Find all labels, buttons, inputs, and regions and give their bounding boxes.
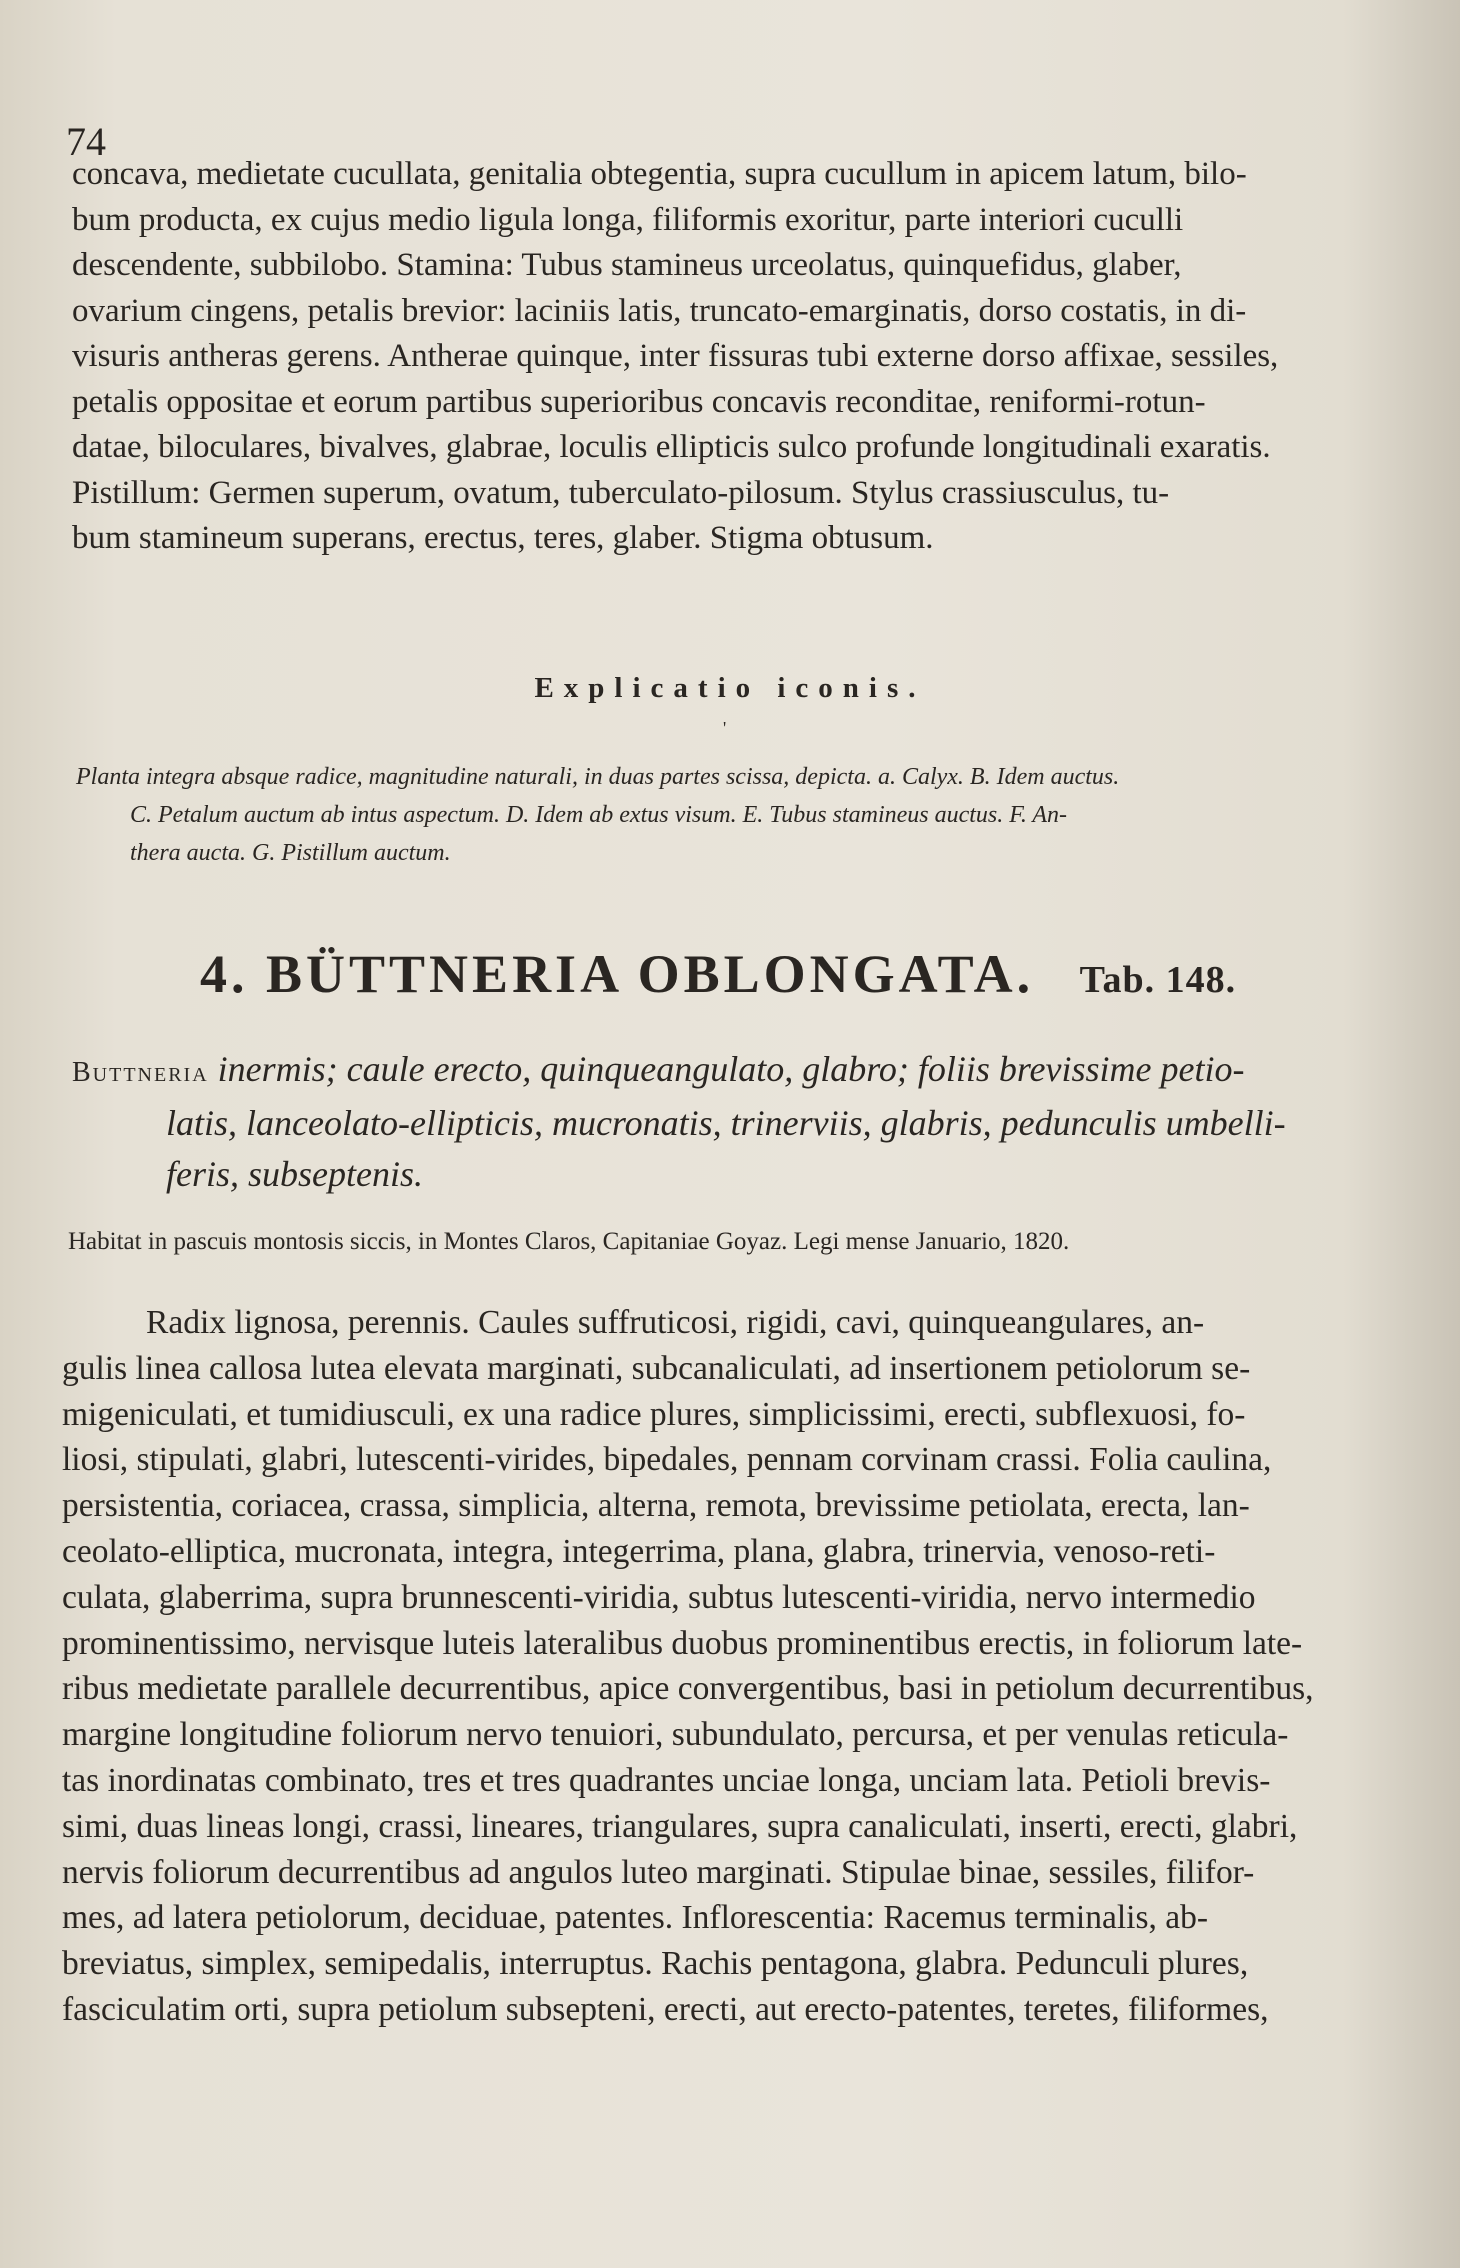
text-line: descendente, subbilobo. Stamina: Tubus stamineus urceolatus, quinquefidus, glaber, [72,247,1182,283]
explication-text [76,758,1418,872]
diagnosis-line: inermis; caule erecto, quinqueangulato, glabro; foliis brevissime petio- [217,1049,1245,1089]
explication-line: C. Petalum auctum ab intus aspectum. D. Idem ab extus visum. E. Tubus stamineus auctus. F. An- [130,802,1068,828]
text-line: Radix lignosa, perennis. Caules suffruticosi, rigidi, cavi, quinqueangulares, an- [146,1304,1205,1341]
text-line: mes, ad latera petiolorum, deciduae, patentes. Inflorescentia: Racemus terminalis, ab- [62,1899,1209,1937]
explication-heading: Explicatio iconis. [534,672,926,704]
description-paragraph [72,152,1418,562]
text-line: nervis foliorum decurrentibus ad angulos luteo marginati. Stipulae binae, sessiles, filifor- [62,1853,1255,1891]
genus-name: Buttneria [72,1057,209,1088]
explication-mark: ' [723,718,727,738]
text-line: simi, duas lineas longi, crassi, lineares, triangulares, supra canaliculati, inserti, erecti, glabri, [62,1807,1298,1845]
species-description [62,1300,1418,2033]
text-line: bum producta, ex cujus medio ligula longa, filiformis exoritur, parte interiori cuculli [72,201,1184,238]
text-line: visuris antheras gerens. Antherae quinque, inter fissuras tubi externe dorso affixae, sessiles, [72,338,1279,374]
diagnosis-line: latis, lanceolato-ellipticis, mucronatis, trinerviis, glabris, pedunculis umbelli- [166,1103,1286,1143]
plate-reference: Tab. 148. [1079,959,1237,1001]
text-line: Pistillum: Germen superum, ovatum, tuberculato-pilosum. Stylus crassiusculus, tu- [72,474,1170,511]
text-line: culata, glaberrima, supra brunnescenti-viridia, subtus lutescenti-viridia, nervo intermedio [62,1578,1256,1616]
text-line: margine longitudine foliorum nervo tenuiori, subundulato, percursa, et per venulas reticula- [62,1716,1289,1754]
text-line: ovarium cingens, petalis brevior: laciniis latis, truncato-emarginatis, dorso costatis, in di- [72,292,1247,329]
text-line: migeniculati, et tumidiusculi, ex una radice plures, simplicissimi, erecti, subflexuosi, fo- [62,1395,1246,1433]
text-line: liosi, stipulati, glabri, lutescenti-virides, bipedales, pennam corvinam crassi. Folia caulina, [62,1441,1272,1479]
text-line: tas inordinatas combinato, tres et tres quadrantes unciae longa, unciam lata. Petioli brevis- [62,1761,1271,1799]
explication-line: thera aucta. G. Pistillum auctum. [130,840,451,866]
species-name: BÜTTNERIA OBLONGATA. [266,944,1035,1004]
text-line: gulis linea callosa lutea elevata marginati, subcanaliculati, ad insertionem petiolorum se- [62,1349,1251,1387]
text-line: petalis oppositae et eorum partibus superioribus concavis reconditae, reniformi-rotun- [72,383,1206,420]
species-number: 4. [200,944,249,1004]
species-title [200,943,1236,1005]
text-line: prominentissimo, nervisque luteis lateralibus duobus prominentibus erectis, in foliorum late- [62,1624,1303,1662]
text-line: concava, medietate cucullata, genitalia obtegentia, supra cucullum in apicem latum, bilo- [72,156,1247,192]
page-number: 74 [66,119,106,164]
text-line: ceolato-elliptica, mucronata, integra, integerrima, plana, glabra, trinervia, venoso-reti- [62,1532,1216,1570]
text-line: ribus medietate parallele decurrentibus, apice convergentibus, basi in petiolum decurrentibus, [62,1670,1314,1708]
species-diagnosis [72,1044,1418,1200]
text-line: datae, biloculares, bivalves, glabrae, loculis ellipticis sulco profunde longitudinali exaratis. [72,429,1271,465]
text-line: fasciculatim orti, supra petiolum subsepteni, erecti, aut erecto-patentes, teretes, filiformes, [62,1990,1269,2028]
text-line: bum stamineum superans, erectus, teres, glaber. Stigma obtusum. [72,520,934,556]
text-line: persistentia, coriacea, crassa, simplicia, alterna, remota, brevissime petiolata, erecta, lan- [62,1487,1250,1525]
text-line: breviatus, simplex, semipedalis, interruptus. Rachis pentagona, glabra. Pedunculi plures, [62,1945,1249,1983]
habitat-note: Habitat in pascuis montosis siccis, in Montes Claros, Capitaniae Goyaz. Legi mense Januario, 1820. [68,1228,1070,1255]
diagnosis-line: feris, subseptenis. [166,1154,423,1194]
explication-line: Planta integra absque radice, magnitudine naturali, in duas partes scissa, depicta. a. Calyx. B. Idem auctus. [76,764,1120,790]
